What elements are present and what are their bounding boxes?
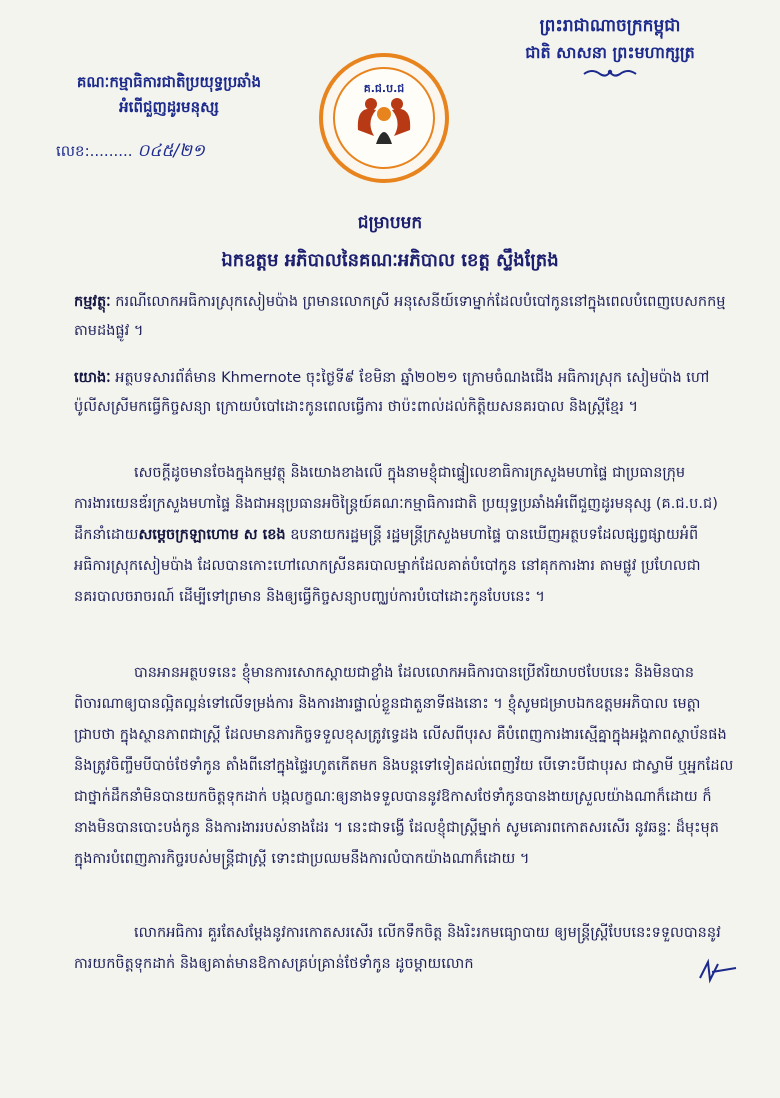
motto-line-1: ព្រះរាជាណាចក្រកម្ពុជា [539,16,681,36]
logo-acronym: គ.ជ.ប.ជ [363,82,405,95]
committee-line-2: អំពើជួញដូរមនុស្ស [119,98,219,116]
reference-text: អត្ថបទសារព័ត៌មាន Khmernote ចុះថ្ងៃទី៩ ខែមិនា ឆ្នាំ២០២១ ក្រោមចំណងជើង អធិការស្រុក សៀមប៉ាង ហៅប៉ូលីសស្រីមកធ្វើកិច្ចសន្យា ក្រោយបំបៅដោះកូនពេលធ្វើការ ថាប៉ះពាល់ដល់កិត្តិយសនគរបាល និងស្ត្រីខ្មែរ ។ [74,370,710,415]
committee-logo [318,52,450,184]
subject-label: កម្មវត្ថុៈ [74,294,111,310]
paragraph-3 [74,918,734,980]
paragraph-1-end: ឧបនាយករដ្ឋមន្ត្រី រដ្ឋមន្ត្រីក្រសួងមហាផ្ទៃ បានឃើញអត្ថបទដែលផ្សព្វផ្សាយអំពី អធិការស្រុកសៀមប៉ាង ដែលបានកោះហៅលោកស្រីនគរបាលម្នាក់ដែលគាត់បំបៅកូន នៅគុកការងារ តាមផ្លូវ ប្រហែលជានគរបាលចរាចរណ៍ ដើម្បីទៅព្រមាន និងឲ្យធ្វើកិច្ចសន្យាបញ្ឈប់ការបំបៅដោះកូនបែបនេះ ។ [74,527,701,605]
paragraph-3-text: លោកអធិការ គួរតែសម្តែងនូវការកោតសរសើរ លើកទឹកចិត្ត និងរិះរកមធ្យោបាយ ឲ្យមន្ត្រីស្ត្រីបែបនេះទទួលបាននូវការយកចិត្តទុកដាក់ និងឲ្យគាត់មានឱកាសគ្រប់គ្រាន់ថែទាំកូន ដូចម្តាយលោក [74,925,721,972]
salutation: ជម្រាបមក [357,213,423,233]
reference-label: លេខ:......... [56,142,133,160]
national-motto [480,12,740,80]
paragraph-2-text: បានអានអត្ថបទនេះ ខ្ញុំមានការសោកស្តាយជាខ្លាំង ដែលលោកអធិការបានប្រើឥរិយាបថបែបនេះ និងមិនបានពិចារណាឲ្យបានល្អិតល្អន់ទៅលើទម្រង់ការ និងការងារផ្ទាល់ខ្លួនជាតួនាទីផងនោះ ។ ខ្ញុំសូមជម្រាបឯកឧត្តមអភិបាល មេត្តាជ្រាបថា ក្នុងស្ថានភាពជាស្ត្រី ដែលមានភារកិច្ចទទួលខុសត្រូវទ្វេដង លើសពីបុរស គឺបំពេញការងារស្មើគ្នាក្នុងអង្គភាពស្ថាប័នផង និងត្រូវចិញ្ចឹមបីបាច់ថែទាំកូន តាំងពីនៅក្នុងផ្ទៃរហូតកើតមក និងបន្តទៅទៀតដល់ពេញវ័យ បើទោះបីជាបុរស ជាស្វាមី ឬអ្នកដែលជាថ្នាក់ដឹកនាំមិនបានយកចិត្តទុកដាក់ បង្កលក្ខណៈឲ្យនាងទទួលបាននូវឱកាសថែទាំកូនបានងាយស្រួលយ៉ាងណាក៏ដោយ ក៏នាងមិនបានបោះបង់កូន និងការងាររបស់នាងដែរ ។ នេះជាទង្វើ ដែលខ្ញុំជាស្ត្រីម្នាក់ សូមគោរពកោតសរសើរ នូវឆន្ទៈ ដ៏មុះមុត ក្នុងការបំពេញភារកិច្ចរបស់មន្ត្រីជាស្ត្រី ទោះជាប្រឈមនឹងការលំបាកយ៉ាងណាក៏ដោយ ។ [74,665,734,867]
subject-text: ករណីលោកអធិការស្រុកសៀមប៉ាង ព្រមានលោកស្រី អនុសេនីយ៍ទោម្នាក់ដែលបំបៅកូននៅក្នុងពេលបំពេញបេសកកម្ម តាមដងផ្លូវ ។ [74,294,726,339]
paragraph-1-name: សម្តេចក្រឡាហោម ស ខេង [138,527,286,543]
committee-name [34,70,304,120]
committee-line-1: គណៈកម្មាធិការជាតិប្រយុទ្ធប្រឆាំង [76,73,262,91]
reference-block [74,364,734,422]
reference-value: ០៤៥/២១ [137,141,205,161]
paragraph-2 [74,658,734,875]
subject-block [74,288,734,346]
motto-line-2: ជាតិ សាសនា ព្រះមហាក្សត្រ [525,43,695,62]
ornament-divider-icon [580,66,640,80]
paragraph-1-start: សេចក្តីដូចមានចែងក្នុងកម្មវត្ថុ និងយោងខាងលើ ក្នុងនាមខ្ញុំជាផ្ទៀលេខាធិការក្រសួងមហាផ្ទៃ ជាប្រធានក្រុមការងារយេនឌ័រក្រសួងមហាផ្ទៃ និងជាអនុប្រធានអចិន្ត្រៃយ៍គណៈកម្មាធិការជាតិ ប្រយុទ្ធប្រឆាំងអំពើជួញដូរមនុស្ស (គ.ជ.ប.ជ) ដឹកនាំដោយ [74,465,718,543]
reference-block-label: យោងៈ [74,370,111,386]
initial-mark-icon [696,956,740,986]
reference-number [56,140,256,165]
addressee: ឯកឧត្តម អភិបាលនៃគណៈអភិបាល ខេត្ត ស្ទឹងត្រែង [221,250,559,271]
paragraph-1 [74,458,734,613]
